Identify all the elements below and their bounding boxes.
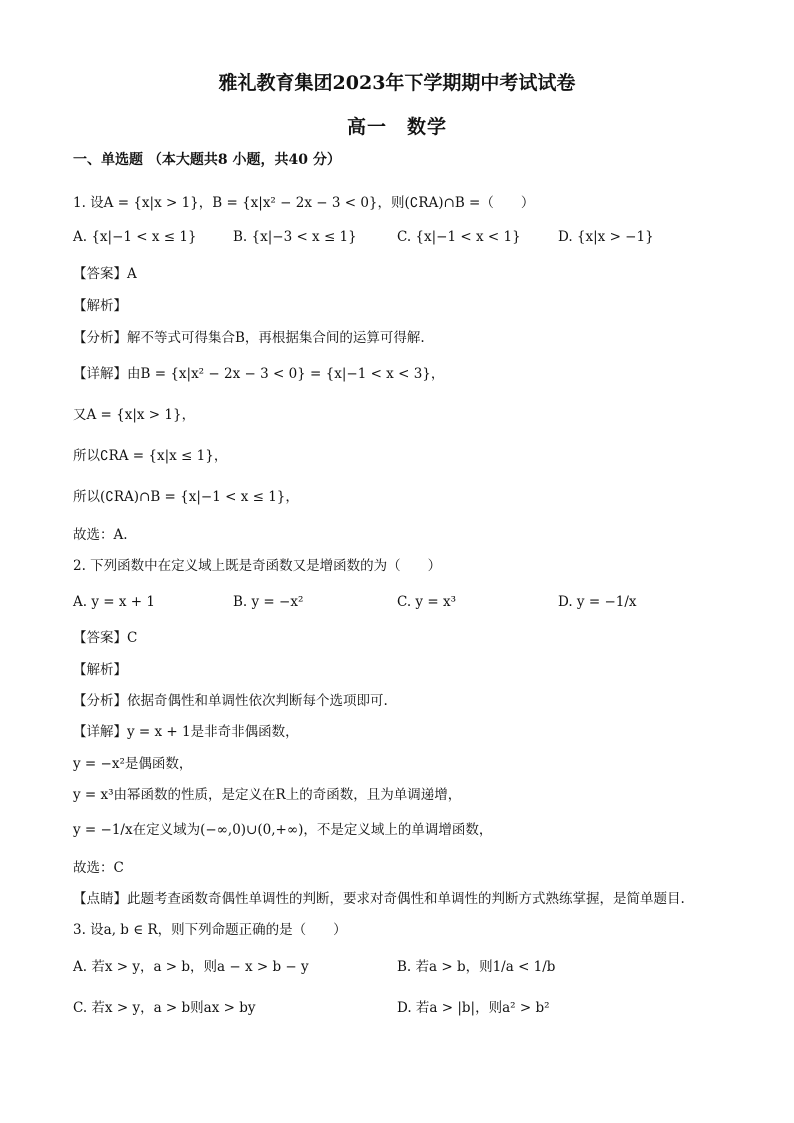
- q2-jiexi: 【解析】: [73, 662, 127, 678]
- q3-option-c: C. 若x > y，a > b则ax > by: [73, 1000, 256, 1016]
- q2-step2: y = −x²是偶函数，: [73, 756, 193, 772]
- exam-subtitle: 高一 数学: [346, 116, 447, 138]
- q1-option-a: A. {x|−1 < x ≤ 1}: [73, 229, 197, 245]
- q2-detail: 【详解】y = x + 1是非奇非偶函数，: [73, 724, 299, 740]
- q2-answer: 【答案】C: [73, 630, 138, 646]
- q2-comment: 【点睛】此题考查函数奇偶性单调性的判断，要求对奇偶性和单调性的判断方式熟练掌握，是简单题目.: [73, 891, 685, 907]
- q2-stem: 2. 下列函数中在定义域上既是奇函数又是增函数的为（ ）: [73, 558, 442, 574]
- q3-option-d: D. 若a > |b|，则a² > b²: [397, 1000, 550, 1016]
- q1-step3: 所以∁RA = {x|x ≤ 1}，: [73, 448, 228, 464]
- q1-detail: 【详解】由B = {x|x² − 2x − 3 < 0} = {x|−1 < x < 3}，: [73, 366, 445, 382]
- q2-option-b: B. y = −x²: [233, 594, 304, 610]
- q1-step2: 又A = {x|x > 1}，: [73, 407, 196, 423]
- q1-option-d: D. {x|x > −1}: [558, 229, 654, 245]
- q1-option-c: C. {x|−1 < x < 1}: [397, 229, 521, 245]
- q1-analysis: 【分析】解不等式可得集合B，再根据集合间的运算可得解.: [73, 330, 425, 346]
- section-heading: 一、单选题 （本大题共8 小题，共40 分）: [73, 152, 341, 168]
- q1-answer: 【答案】A: [73, 266, 137, 282]
- exam-title: 雅礼教育集团2023年下学期期中考试试卷: [218, 72, 576, 94]
- q1-option-b: B. {x|−3 < x ≤ 1}: [233, 229, 357, 245]
- q2-step4: y = −1/x在定义域为(−∞,0)∪(0,+∞)，不是定义域上的单调增函数，: [73, 822, 493, 838]
- q1-step4: 所以(∁RA)∩B = {x|−1 < x ≤ 1}，: [73, 489, 299, 505]
- q2-option-d: D. y = −1/x: [558, 594, 637, 610]
- q2-choose: 故选：C: [73, 860, 124, 876]
- q2-step3: y = x³由幂函数的性质，是定义在R上的奇函数，且为单调递增，: [73, 787, 462, 803]
- q2-option-c: C. y = x³: [397, 594, 456, 610]
- q1-choose: 故选：A.: [73, 527, 128, 543]
- q2-option-a: A. y = x + 1: [73, 594, 155, 610]
- q1-stem: 1. 设A = {x|x > 1}，B = {x|x² − 2x − 3 < 0}，则(∁RA)∩B =（ ）: [73, 195, 535, 211]
- q3-stem: 3. 设a, b ∈ R，则下列命题正确的是（ ）: [73, 922, 347, 938]
- q3-option-a: A. 若x > y，a > b，则a − x > b − y: [73, 959, 309, 975]
- q3-option-b: B. 若a > b，则1/a < 1/b: [397, 959, 556, 975]
- q2-analysis: 【分析】依据奇偶性和单调性依次判断每个选项即可.: [73, 693, 388, 709]
- q1-jiexi: 【解析】: [73, 298, 127, 314]
